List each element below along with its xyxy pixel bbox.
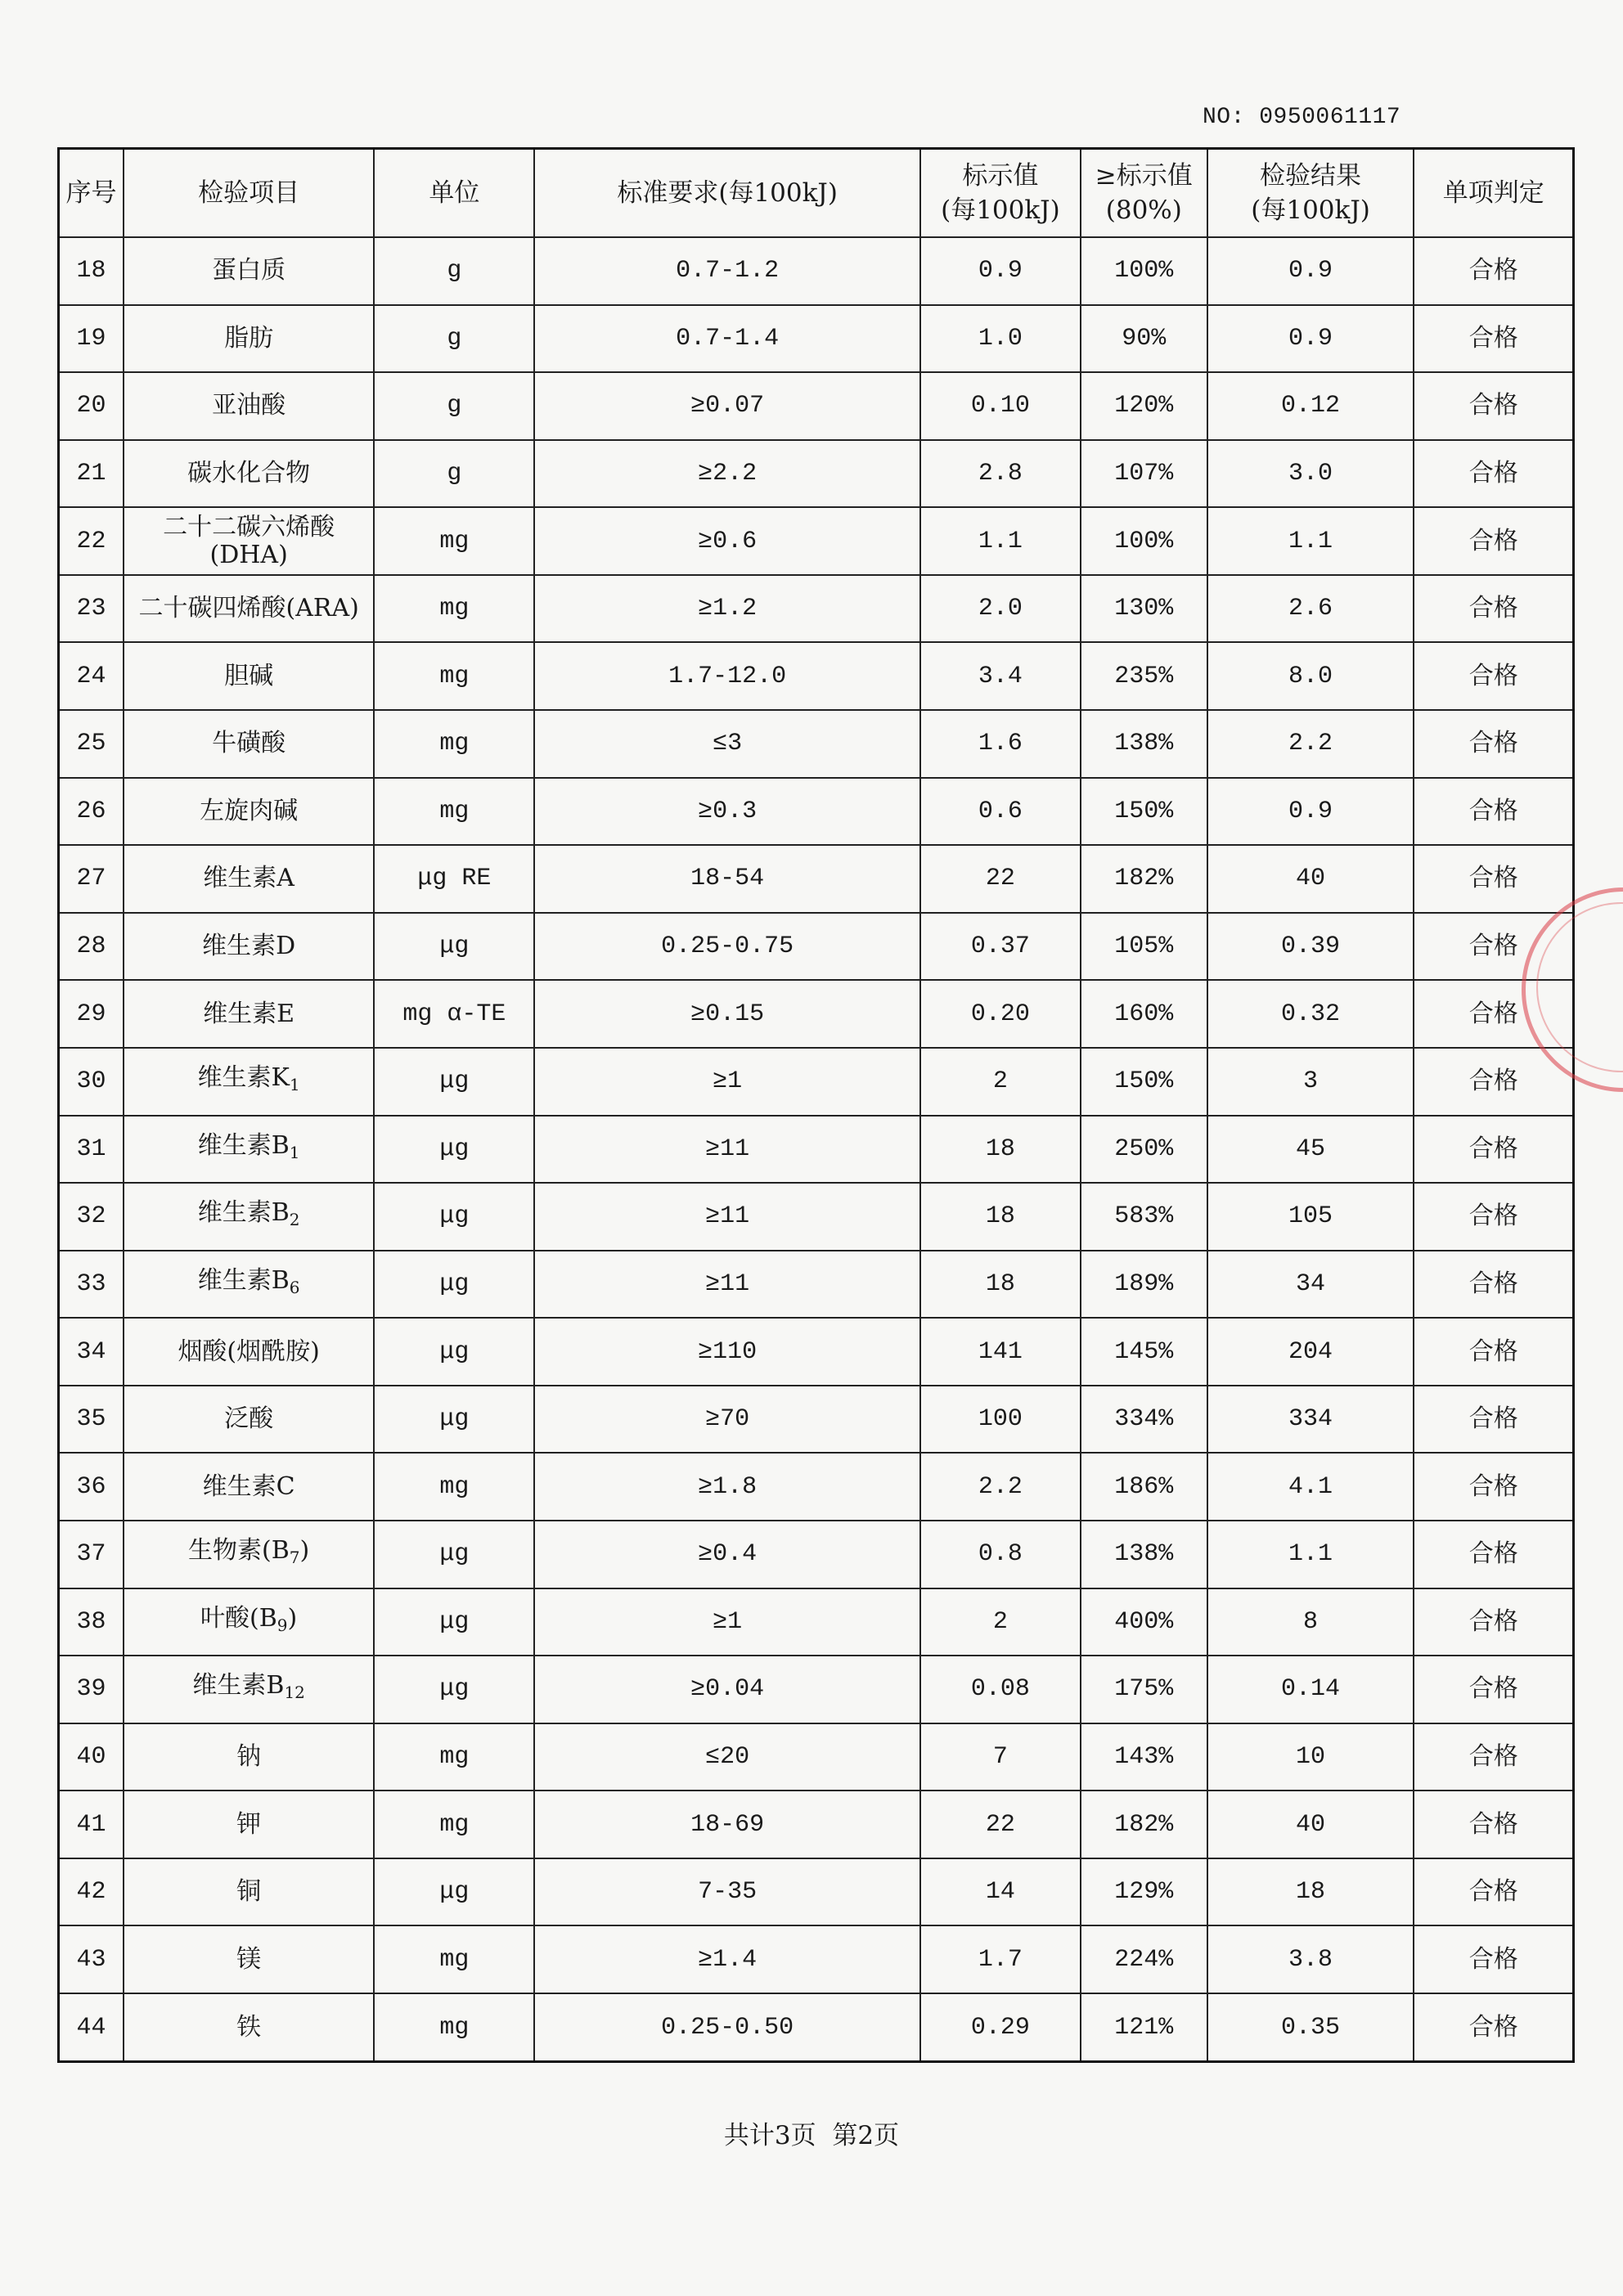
table-row <box>59 372 1574 440</box>
cell-seq: 27 <box>59 845 124 913</box>
item-name: 烟酸(烟酰胺) <box>178 1337 320 1366</box>
cell-seq: 37 <box>59 1521 124 1588</box>
cell-unit: μg <box>374 1521 534 1588</box>
table-row <box>59 1656 1574 1723</box>
cell-verdict: 合格 <box>1414 372 1573 440</box>
cell-item <box>124 1656 374 1723</box>
cell-result: 3 <box>1207 1048 1414 1116</box>
cell-unit: μg <box>374 1251 534 1319</box>
cell-label-value: 2 <box>920 1048 1081 1116</box>
cell-result: 1.1 <box>1207 1521 1414 1588</box>
cell-item <box>124 1723 374 1791</box>
cell-seq: 23 <box>59 575 124 643</box>
cell-label-value: 0.10 <box>920 372 1081 440</box>
cell-result: 10 <box>1207 1723 1414 1791</box>
cell-pct: 90% <box>1081 305 1207 373</box>
cell-result: 34 <box>1207 1251 1414 1319</box>
cell-pct: 138% <box>1081 1521 1207 1588</box>
cell-item <box>124 1183 374 1251</box>
cell-result: 0.9 <box>1207 237 1414 305</box>
cell-result: 2.6 <box>1207 575 1414 643</box>
cell-result: 334 <box>1207 1386 1414 1454</box>
item-name: 维生素B <box>192 1671 285 1701</box>
cell-unit: μg <box>374 1656 534 1723</box>
cell-item <box>124 237 374 305</box>
cell-label-value: 0.20 <box>920 980 1081 1048</box>
table-row <box>59 980 1574 1048</box>
table-row <box>59 1858 1574 1926</box>
item-subscript: 7 <box>289 1548 300 1568</box>
cell-pct: 400% <box>1081 1588 1207 1656</box>
cell-label-value: 1.6 <box>920 710 1081 778</box>
cell-verdict: 合格 <box>1414 1318 1573 1386</box>
cell-verdict: 合格 <box>1414 1791 1573 1858</box>
cell-standard: ≥0.04 <box>534 1656 920 1723</box>
table-row <box>59 575 1574 643</box>
cell-standard: 0.25-0.75 <box>534 913 920 981</box>
cell-label-value: 100 <box>920 1386 1081 1454</box>
cell-label-value: 22 <box>920 845 1081 913</box>
cell-label-value: 1.0 <box>920 305 1081 373</box>
item-name: 蛋白质 <box>212 256 286 285</box>
cell-seq: 36 <box>59 1453 124 1521</box>
table-row <box>59 507 1574 575</box>
cell-label-value: 18 <box>920 1116 1081 1184</box>
cell-pct: 145% <box>1081 1318 1207 1386</box>
table-row <box>59 1183 1574 1251</box>
cell-item <box>124 1453 374 1521</box>
cell-pct: 121% <box>1081 1993 1207 2061</box>
item-name: 左旋肉碱 <box>200 796 299 825</box>
cell-result: 40 <box>1207 845 1414 913</box>
cell-label-value: 2.8 <box>920 440 1081 508</box>
cell-pct: 143% <box>1081 1723 1207 1791</box>
table-row <box>59 778 1574 846</box>
cell-pct: 100% <box>1081 507 1207 575</box>
cell-result: 4.1 <box>1207 1453 1414 1521</box>
cell-verdict: 合格 <box>1414 237 1573 305</box>
cell-result: 0.9 <box>1207 305 1414 373</box>
item-subscript: 6 <box>289 1277 300 1297</box>
cell-verdict: 合格 <box>1414 440 1573 508</box>
cell-standard: ≥110 <box>534 1318 920 1386</box>
cell-seq: 43 <box>59 1925 124 1993</box>
cell-verdict: 合格 <box>1414 1386 1573 1454</box>
cell-label-value: 2 <box>920 1588 1081 1656</box>
cell-seq: 44 <box>59 1993 124 2061</box>
cell-verdict: 合格 <box>1414 1453 1573 1521</box>
cell-item <box>124 1925 374 1993</box>
cell-verdict: 合格 <box>1414 980 1573 1048</box>
cell-item <box>124 440 374 508</box>
header-result: 检验结果 (每100kJ) <box>1207 149 1414 238</box>
cell-result: 0.39 <box>1207 913 1414 981</box>
cell-verdict: 合格 <box>1414 1993 1573 2061</box>
cell-seq: 39 <box>59 1656 124 1723</box>
table-row <box>59 913 1574 981</box>
table-row <box>59 710 1574 778</box>
cell-result: 0.12 <box>1207 372 1414 440</box>
cell-item <box>124 845 374 913</box>
cell-pct: 107% <box>1081 440 1207 508</box>
item-name: 维生素B <box>197 1130 290 1160</box>
cell-standard: ≥1.4 <box>534 1925 920 1993</box>
cell-seq: 38 <box>59 1588 124 1656</box>
cell-verdict: 合格 <box>1414 1656 1573 1723</box>
cell-seq: 22 <box>59 507 124 575</box>
table-row <box>59 1723 1574 1791</box>
cell-unit: g <box>374 372 534 440</box>
cell-pct: 105% <box>1081 913 1207 981</box>
table-row <box>59 1251 1574 1319</box>
cell-verdict: 合格 <box>1414 778 1573 846</box>
header-standard: 标准要求(每100kJ) <box>534 149 920 238</box>
cell-result: 3.8 <box>1207 1925 1414 1993</box>
cell-item <box>124 305 374 373</box>
cell-standard: ≥1 <box>534 1588 920 1656</box>
cell-pct: 186% <box>1081 1453 1207 1521</box>
cell-result: 0.32 <box>1207 980 1414 1048</box>
cell-unit: g <box>374 440 534 508</box>
cell-pct: 182% <box>1081 1791 1207 1858</box>
cell-seq: 25 <box>59 710 124 778</box>
cell-seq: 34 <box>59 1318 124 1386</box>
cell-label-value: 141 <box>920 1318 1081 1386</box>
cell-pct: 189% <box>1081 1251 1207 1319</box>
cell-verdict: 合格 <box>1414 1858 1573 1926</box>
table-header <box>59 149 1574 238</box>
cell-label-value: 0.08 <box>920 1656 1081 1723</box>
cell-verdict: 合格 <box>1414 642 1573 710</box>
cell-pct: 250% <box>1081 1116 1207 1184</box>
item-suffix: ) <box>287 1603 298 1633</box>
item-suffix: ) <box>299 1536 310 1566</box>
report-number: NO: 0950061117 <box>1203 105 1401 130</box>
header-pct: ≥标示值 (80%) <box>1081 149 1207 238</box>
cell-seq: 19 <box>59 305 124 373</box>
cell-label-value: 18 <box>920 1251 1081 1319</box>
header-verdict: 单项判定 <box>1414 149 1573 238</box>
table-row <box>59 1791 1574 1858</box>
cell-result: 0.14 <box>1207 1656 1414 1723</box>
cell-standard: 0.7-1.4 <box>534 305 920 373</box>
cell-standard: ≥0.3 <box>534 778 920 846</box>
cell-label-value: 0.8 <box>920 1521 1081 1588</box>
cell-verdict: 合格 <box>1414 507 1573 575</box>
cell-standard: ≥11 <box>534 1116 920 1184</box>
cell-seq: 20 <box>59 372 124 440</box>
cell-verdict: 合格 <box>1414 1723 1573 1791</box>
cell-standard: ≥70 <box>534 1386 920 1454</box>
cell-seq: 42 <box>59 1858 124 1926</box>
cell-seq: 41 <box>59 1791 124 1858</box>
cell-unit: g <box>374 237 534 305</box>
cell-label-value: 22 <box>920 1791 1081 1858</box>
cell-item <box>124 372 374 440</box>
cell-seq: 29 <box>59 980 124 1048</box>
table-row <box>59 1993 1574 2061</box>
item-name: 维生素E <box>203 999 295 1028</box>
cell-verdict: 合格 <box>1414 1251 1573 1319</box>
cell-unit: g <box>374 305 534 373</box>
cell-standard: ≤20 <box>534 1723 920 1791</box>
cell-unit: μg <box>374 1588 534 1656</box>
cell-verdict: 合格 <box>1414 1116 1573 1184</box>
cell-label-value: 2.0 <box>920 575 1081 643</box>
table-row <box>59 642 1574 710</box>
table-row <box>59 845 1574 913</box>
cell-verdict: 合格 <box>1414 845 1573 913</box>
cell-unit: mg <box>374 778 534 846</box>
cell-result: 45 <box>1207 1116 1414 1184</box>
cell-item <box>124 1791 374 1858</box>
cell-standard: ≥1 <box>534 1048 920 1116</box>
item-name: 钠 <box>236 1742 262 1771</box>
cell-unit: μg <box>374 1858 534 1926</box>
inspection-results-table <box>57 147 1575 2063</box>
cell-unit: μg <box>374 1116 534 1184</box>
cell-standard: ≥0.4 <box>534 1521 920 1588</box>
item-name: 维生素C <box>202 1472 295 1501</box>
table-row <box>59 305 1574 373</box>
cell-result: 8.0 <box>1207 642 1414 710</box>
item-name: 维生素D <box>202 932 296 961</box>
cell-pct: 100% <box>1081 237 1207 305</box>
cell-unit: mg <box>374 1791 534 1858</box>
cell-label-value: 7 <box>920 1723 1081 1791</box>
header-label-value: 标示值 (每100kJ) <box>920 149 1081 238</box>
cell-standard: ≥1.2 <box>534 575 920 643</box>
cell-seq: 40 <box>59 1723 124 1791</box>
table-row <box>59 1588 1574 1656</box>
cell-pct: 182% <box>1081 845 1207 913</box>
cell-seq: 18 <box>59 237 124 305</box>
table-body <box>59 237 1574 2062</box>
cell-pct: 235% <box>1081 642 1207 710</box>
cell-item <box>124 1858 374 1926</box>
cell-item <box>124 1521 374 1588</box>
item-name: 脂肪 <box>224 323 274 353</box>
cell-seq: 26 <box>59 778 124 846</box>
item-subscript: 2 <box>289 1210 300 1230</box>
cell-label-value: 0.6 <box>920 778 1081 846</box>
cell-unit: μg <box>374 1386 534 1454</box>
cell-label-value: 3.4 <box>920 642 1081 710</box>
cell-item <box>124 913 374 981</box>
cell-result: 3.0 <box>1207 440 1414 508</box>
cell-unit: μg <box>374 1318 534 1386</box>
item-name: 二十碳四烯酸(ARA) <box>138 594 359 623</box>
cell-pct: 175% <box>1081 1656 1207 1723</box>
cell-item <box>124 1588 374 1656</box>
header-row <box>59 149 1574 238</box>
header-seq: 序号 <box>59 149 124 238</box>
table-row <box>59 237 1574 305</box>
cell-label-value: 2.2 <box>920 1453 1081 1521</box>
cell-seq: 30 <box>59 1048 124 1116</box>
cell-seq: 33 <box>59 1251 124 1319</box>
cell-result: 2.2 <box>1207 710 1414 778</box>
cell-item <box>124 1993 374 2061</box>
item-subscript: 12 <box>284 1683 305 1703</box>
cell-pct: 150% <box>1081 1048 1207 1116</box>
item-name: 镁 <box>236 1944 262 1974</box>
cell-unit: μg RE <box>374 845 534 913</box>
header-unit: 单位 <box>374 149 534 238</box>
cell-unit: mg <box>374 1925 534 1993</box>
cell-standard: 0.25-0.50 <box>534 1993 920 2061</box>
cell-verdict: 合格 <box>1414 305 1573 373</box>
table-row <box>59 440 1574 508</box>
table-row <box>59 1318 1574 1386</box>
item-name: 碳水化合物 <box>187 459 311 488</box>
item-name: 生物素(B <box>188 1536 290 1566</box>
cell-standard: ≥0.6 <box>534 507 920 575</box>
cell-label-value: 1.1 <box>920 507 1081 575</box>
item-name: 维生素B <box>197 1265 290 1295</box>
cell-standard: ≥11 <box>534 1251 920 1319</box>
cell-item <box>124 507 374 575</box>
item-name: 叶酸(B <box>200 1603 277 1633</box>
item-name: 牛磺酸 <box>212 729 286 758</box>
cell-item <box>124 980 374 1048</box>
cell-standard: 1.7-12.0 <box>534 642 920 710</box>
table-row <box>59 1048 1574 1116</box>
cell-result: 0.9 <box>1207 778 1414 846</box>
cell-pct: 583% <box>1081 1183 1207 1251</box>
cell-unit: μg <box>374 913 534 981</box>
cell-item <box>124 1116 374 1184</box>
item-subscript: 1 <box>289 1142 300 1162</box>
cell-verdict: 合格 <box>1414 913 1573 981</box>
cell-item <box>124 642 374 710</box>
cell-unit: mg <box>374 1453 534 1521</box>
cell-verdict: 合格 <box>1414 1183 1573 1251</box>
cell-unit: mg α-TE <box>374 980 534 1048</box>
cell-pct: 138% <box>1081 710 1207 778</box>
table-row <box>59 1453 1574 1521</box>
cell-unit: mg <box>374 575 534 643</box>
item-subscript: 9 <box>276 1615 288 1635</box>
item-name: 亚油酸 <box>212 391 286 420</box>
cell-standard: 7-35 <box>534 1858 920 1926</box>
cell-label-value: 1.7 <box>920 1925 1081 1993</box>
cell-seq: 28 <box>59 913 124 981</box>
cell-result: 18 <box>1207 1858 1414 1926</box>
cell-verdict: 合格 <box>1414 1521 1573 1588</box>
cell-pct: 150% <box>1081 778 1207 846</box>
item-name: 钾 <box>236 1809 262 1839</box>
table-row <box>59 1386 1574 1454</box>
cell-result: 204 <box>1207 1318 1414 1386</box>
cell-standard: ≥11 <box>534 1183 920 1251</box>
cell-verdict: 合格 <box>1414 710 1573 778</box>
cell-unit: mg <box>374 507 534 575</box>
cell-label-value: 14 <box>920 1858 1081 1926</box>
cell-seq: 31 <box>59 1116 124 1184</box>
cell-standard: ≥0.07 <box>534 372 920 440</box>
item-name: 二十二碳六烯酸 (DHA) <box>163 512 335 569</box>
cell-unit: mg <box>374 710 534 778</box>
cell-verdict: 合格 <box>1414 575 1573 643</box>
cell-unit: mg <box>374 1993 534 2061</box>
cell-item <box>124 1251 374 1319</box>
cell-verdict: 合格 <box>1414 1588 1573 1656</box>
cell-verdict: 合格 <box>1414 1048 1573 1116</box>
cell-seq: 24 <box>59 642 124 710</box>
cell-standard: 0.7-1.2 <box>534 237 920 305</box>
cell-result: 40 <box>1207 1791 1414 1858</box>
item-name: 铜 <box>236 1877 262 1907</box>
cell-pct: 129% <box>1081 1858 1207 1926</box>
cell-pct: 120% <box>1081 372 1207 440</box>
cell-result: 0.35 <box>1207 1993 1414 2061</box>
table-row <box>59 1521 1574 1588</box>
cell-seq: 35 <box>59 1386 124 1454</box>
cell-label-value: 0.29 <box>920 1993 1081 2061</box>
cell-item <box>124 710 374 778</box>
cell-pct: 160% <box>1081 980 1207 1048</box>
cell-seq: 32 <box>59 1183 124 1251</box>
cell-unit: μg <box>374 1048 534 1116</box>
cell-pct: 130% <box>1081 575 1207 643</box>
item-name: 维生素K <box>197 1063 290 1093</box>
cell-standard: ≥0.15 <box>534 980 920 1048</box>
cell-unit: mg <box>374 1723 534 1791</box>
cell-label-value: 18 <box>920 1183 1081 1251</box>
cell-result: 8 <box>1207 1588 1414 1656</box>
item-name: 铁 <box>236 2012 262 2042</box>
cell-verdict: 合格 <box>1414 1925 1573 1993</box>
cell-label-value: 0.37 <box>920 913 1081 981</box>
cell-seq: 21 <box>59 440 124 508</box>
table-row <box>59 1116 1574 1184</box>
cell-item <box>124 575 374 643</box>
item-name: 维生素B <box>197 1198 290 1228</box>
item-subscript: 1 <box>289 1075 300 1095</box>
header-item: 检验项目 <box>124 149 374 238</box>
cell-standard: 18-54 <box>534 845 920 913</box>
cell-item <box>124 1386 374 1454</box>
item-name: 维生素A <box>203 864 294 893</box>
page-footer: 共计3页 第2页 <box>723 2121 900 2150</box>
cell-item <box>124 778 374 846</box>
cell-pct: 334% <box>1081 1386 1207 1454</box>
cell-unit: μg <box>374 1183 534 1251</box>
cell-standard: ≥2.2 <box>534 440 920 508</box>
cell-unit: mg <box>374 642 534 710</box>
cell-result: 105 <box>1207 1183 1414 1251</box>
cell-label-value: 0.9 <box>920 237 1081 305</box>
item-name: 泛酸 <box>224 1404 274 1434</box>
table-row <box>59 1925 1574 1993</box>
cell-standard: 18-69 <box>534 1791 920 1858</box>
cell-result: 1.1 <box>1207 507 1414 575</box>
cell-pct: 224% <box>1081 1925 1207 1993</box>
cell-item <box>124 1048 374 1116</box>
cell-standard: ≥1.8 <box>534 1453 920 1521</box>
cell-standard: ≤3 <box>534 710 920 778</box>
item-name: 胆碱 <box>224 661 274 690</box>
cell-item <box>124 1318 374 1386</box>
